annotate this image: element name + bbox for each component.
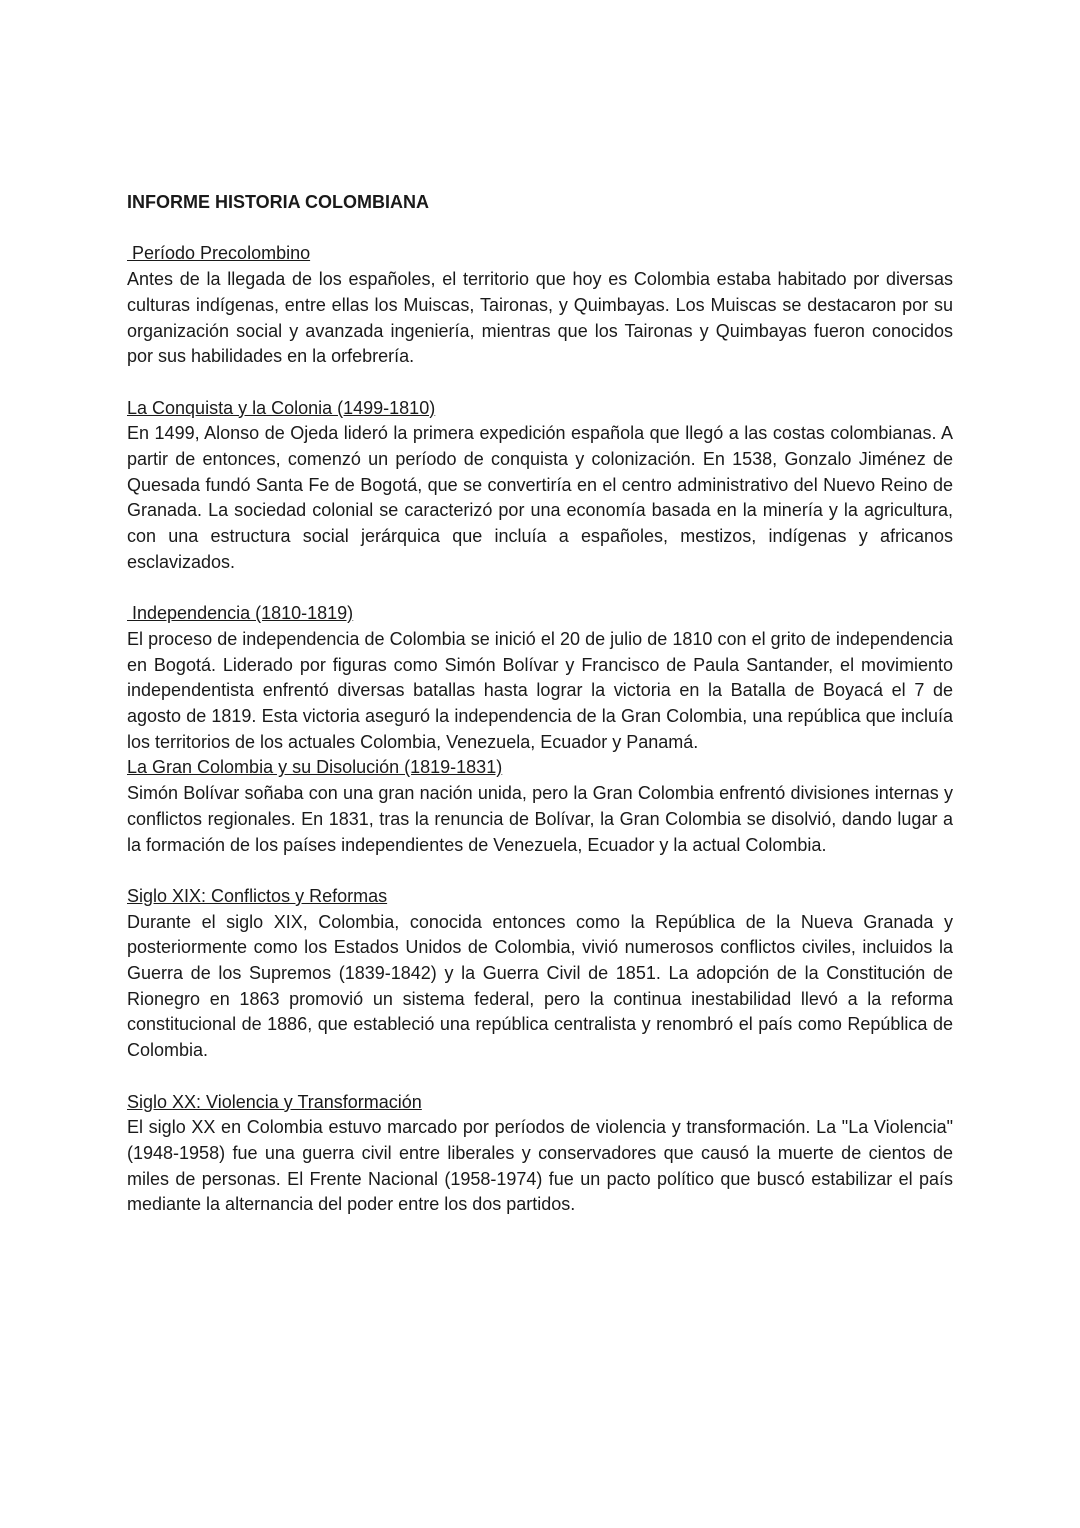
section-siglo-xix — [127, 884, 953, 1064]
section-heading: La Gran Colombia y su Disolución (1819-1831) — [127, 757, 503, 778]
section-precolombino — [127, 241, 953, 370]
section-body: Durante el siglo XIX, Colombia, conocida entonces como la República de la Nueva Granada y posteriormente como los Estados Unidos de Colombia, vivió numerosos conflictos civiles, incluidos la Guerra de los Supremos (1839-1842) y la Guerra Civil de 1851. La adopción de la Constitución de Rionegro en 1863 promovió un sistema federal, pero la continua inestabilidad llevó a la reforma constitucional de 1886, que estableció una república centralista y renombró el país como República de Colombia. — [127, 911, 953, 1061]
section-body: Simón Bolívar soñaba con una gran nación unida, pero la Gran Colombia enfrentó divisiones internas y conflictos regionales. En 1831, tras la renuncia de Bolívar, la Gran Colombia se disolvió, dando lugar a la formación de los países independientes de Venezuela, Ecuador y la actual Colombia. — [127, 783, 953, 855]
section-siglo-xx — [127, 1090, 953, 1219]
section-heading: Independencia (1810-1819) — [127, 603, 354, 624]
section-heading: Período Precolombino — [127, 243, 311, 264]
section-body: El siglo XX en Colombia estuvo marcado por períodos de violencia y transformación. La "La Violencia" (1948-1958) fue una guerra civil entre liberales y conservadores que causó la muerte de cientos de miles de personas. El Frente Nacional (1958-1974) fue un pacto político que buscó estabilizar el país mediante la alternancia del poder entre los dos partidos. — [127, 1117, 953, 1215]
section-independencia — [127, 601, 953, 755]
section-heading: Siglo XIX: Conflictos y Reformas — [127, 885, 388, 906]
section-body: En 1499, Alonso de Ojeda lideró la primera expedición española que llegó a las costas colombianas. A partir de entonces, comenzó un período de conquista y colonización. En 1538, Gonzalo Jiménez de Quesada fundó Santa Fe de Bogotá, que se convertiría en el centro administrativo del Nuevo Reino de Granada. La sociedad colonial se caracterizó por una economía basada en la minería y la agricultura, con una estructura social jerárquica que incluía a españoles, mestizos, indígenas y africanos esclavizados. — [127, 423, 953, 572]
section-heading: La Conquista y la Colonia (1499-1810) — [127, 397, 436, 418]
section-body: Antes de la llegada de los españoles, el territorio que hoy es Colombia estaba habitado por diversas culturas indígenas, entre ellas los Muiscas, Taironas, y Quimbayas. Los Muiscas se destacaron por su organización social y avanzada ingeniería, mientras que los Taironas y Quimbayas fueron conocidos por sus habilidades en la orfebrería. — [127, 269, 953, 367]
document-title: INFORME HISTORIA COLOMBIANA — [127, 192, 429, 212]
section-body: El proceso de independencia de Colombia se inició el 20 de julio de 1810 con el grito de independencia en Bogotá. Liderado por figuras como Simón Bolívar y Francisco de Paula Santander, el movimiento independentista enfrentó diversas batallas hasta lograr la victoria en la Batalla de Boyacá el 7 de agosto de 1819. Esta victoria aseguró la independencia de la Gran Colombia, una república que incluía los territorios de los actuales Colombia, Venezuela, Ecuador y Panamá. — [127, 628, 953, 752]
section-heading: Siglo XX: Violencia y Transformación — [127, 1091, 422, 1112]
section-conquista-colonia — [127, 396, 953, 576]
section-gran-colombia — [127, 755, 953, 858]
document-page — [127, 190, 953, 1244]
